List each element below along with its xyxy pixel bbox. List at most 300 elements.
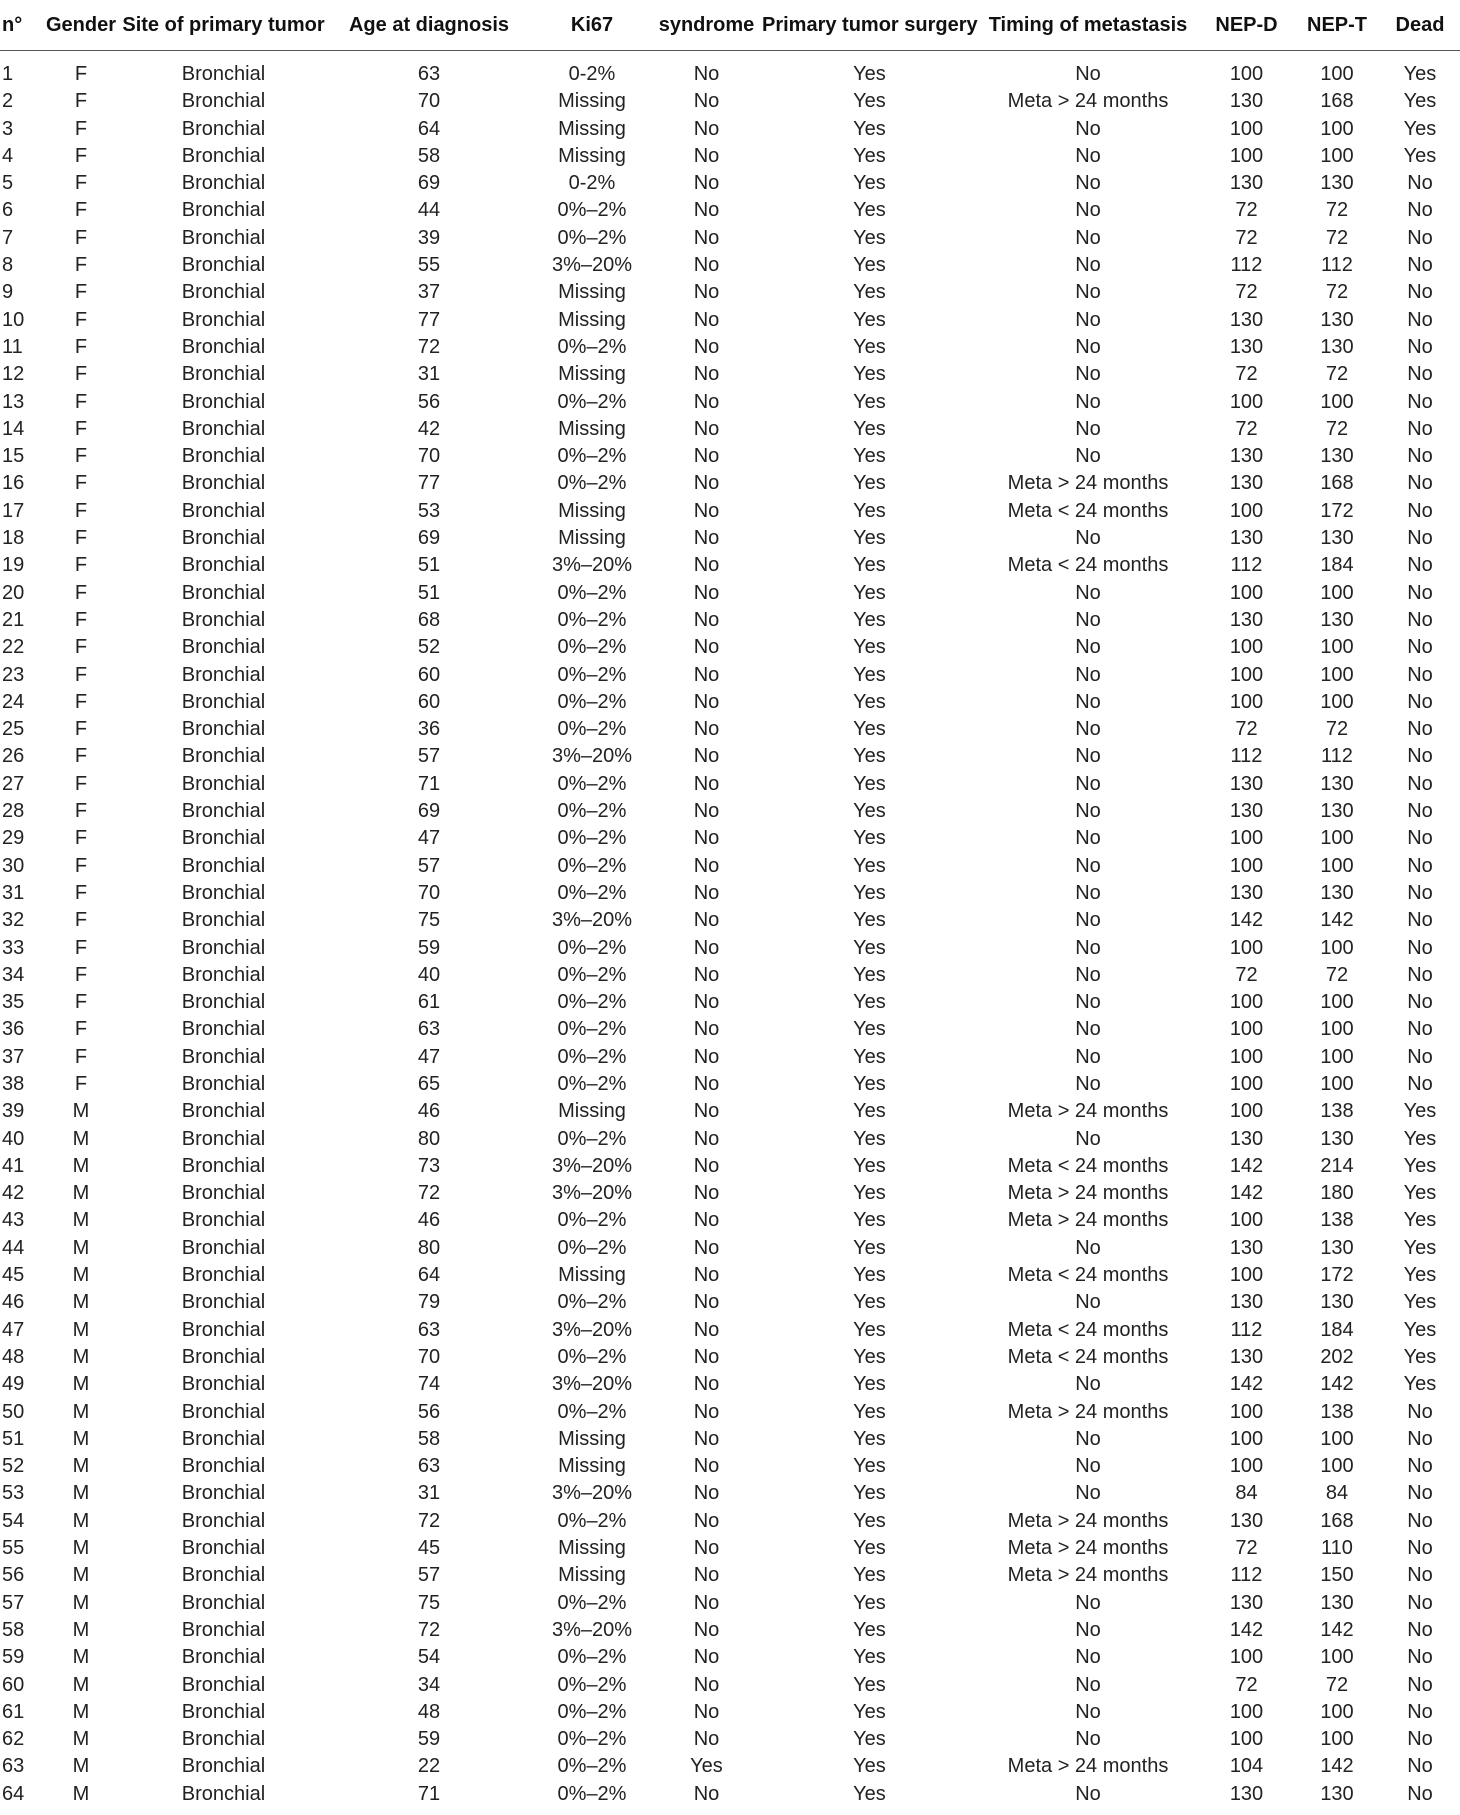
table-row [0,1044,1460,1071]
cell-surgery: Yes [853,1100,886,1123]
cell-nep-t: 130 [1320,172,1354,195]
cell-dead: Yes [1403,117,1437,140]
cell-number: 25 [2,718,25,741]
cell-number: 2 [2,90,14,113]
cell-nep-d: 100 [1229,499,1264,522]
cell-site: Bronchial [181,554,266,577]
table-row [0,853,1460,880]
cell-nep-d: 130 [1229,527,1264,550]
cell-metastasis: No [1075,254,1101,277]
cell-site: Bronchial [181,1291,266,1314]
cell-metastasis: No [1075,663,1101,686]
cell-syndrome: No [693,1100,720,1123]
cell-age: 51 [417,554,441,577]
cell-syndrome: No [693,1728,720,1751]
cell-gender: F [74,335,88,358]
cell-age: 56 [417,390,441,413]
cell-syndrome: No [693,1018,720,1041]
cell-number: 36 [2,1018,25,1041]
cell-surgery: Yes [853,1400,886,1423]
cell-age: 63 [417,1018,441,1041]
cell-age: 57 [417,745,441,768]
cell-metastasis: No [1075,144,1101,167]
cell-number: 19 [2,554,25,577]
cell-number: 34 [2,963,25,986]
cell-syndrome: No [693,254,720,277]
cell-ki67: 0%–2% [557,1728,627,1751]
cell-ki67: 0%–2% [557,1209,627,1232]
cell-number: 33 [2,936,25,959]
cell-syndrome: No [693,417,720,440]
cell-syndrome: No [693,335,720,358]
cell-age: 46 [417,1209,441,1232]
cell-number: 59 [2,1646,25,1669]
cell-ki67: 3%–20% [551,1373,633,1396]
cell-ki67: 0%–2% [557,335,627,358]
cell-syndrome: No [693,1318,720,1341]
cell-gender: M [72,1728,90,1751]
cell-metastasis: No [1075,1291,1101,1314]
cell-nep-d: 112 [1230,745,1263,768]
cell-ki67: Missing [558,90,626,113]
cell-site: Bronchial [181,1591,266,1614]
cell-nep-d: 142 [1229,1182,1264,1205]
table-row [0,1781,1460,1808]
cell-syndrome: No [693,800,720,823]
cell-nep-d: 130 [1229,1345,1264,1368]
cell-nep-t: 72 [1325,718,1349,741]
cell-nep-d: 100 [1229,1072,1264,1095]
cell-gender: F [74,499,88,522]
cell-metastasis: No [1075,390,1101,413]
cell-number: 51 [2,1427,25,1450]
cell-gender: F [74,117,88,140]
cell-nep-d: 130 [1229,472,1264,495]
cell-syndrome: No [693,1373,720,1396]
cell-nep-d: 72 [1235,718,1258,741]
cell-syndrome: No [693,1345,720,1368]
cell-ki67: 0%–2% [557,1591,627,1614]
cell-age: 63 [417,1318,441,1341]
cell-surgery: Yes [853,1537,886,1560]
cell-surgery: Yes [853,1591,886,1614]
cell-gender: M [72,1236,90,1259]
cell-nep-t: 142 [1320,909,1354,932]
cell-dead: Yes [1403,1236,1437,1259]
cell-metastasis: Meta > 24 months [1007,1209,1169,1232]
header-primary-tumor-surgery: Primary tumor surgery [762,0,977,51]
cell-age: 40 [417,963,441,986]
cell-syndrome: No [693,1782,720,1805]
cell-metastasis: No [1075,718,1101,741]
cell-ki67: 0%–2% [557,1673,627,1696]
cell-ki67: Missing [558,281,626,304]
cell-gender: M [72,1482,90,1505]
cell-nep-t: 130 [1320,308,1354,331]
cell-syndrome: No [693,1537,720,1560]
cell-ki67: 0%–2% [557,1400,627,1423]
table-row [0,416,1460,443]
cell-gender: M [72,1209,90,1232]
cell-age: 70 [417,445,441,468]
cell-gender: F [74,772,88,795]
cell-nep-t: 100 [1320,390,1354,413]
table-row [0,1098,1460,1125]
cell-gender: F [74,254,88,277]
cell-site: Bronchial [181,909,266,932]
cell-gender: F [74,963,88,986]
cell-syndrome: No [693,718,720,741]
cell-gender: M [72,1455,90,1478]
cell-syndrome: No [693,1646,720,1669]
cell-dead: Yes [1403,1127,1437,1150]
cell-ki67: 0%–2% [557,663,627,686]
cell-dead: No [1407,172,1433,195]
cell-nep-d: 104 [1229,1755,1264,1778]
cell-surgery: Yes [853,827,886,850]
cell-site: Bronchial [181,1345,266,1368]
cell-number: 3 [2,117,14,140]
cell-nep-d: 130 [1229,90,1264,113]
cell-nep-t: 100 [1320,1646,1354,1669]
cell-nep-t: 84 [1325,1482,1349,1505]
cell-nep-d: 142 [1229,1154,1264,1177]
cell-nep-d: 130 [1229,881,1264,904]
cell-site: Bronchial [181,1400,266,1423]
cell-syndrome: No [693,199,720,222]
cell-metastasis: No [1075,936,1101,959]
cell-age: 75 [417,909,441,932]
table-row [0,1317,1460,1344]
cell-ki67: 0%–2% [557,827,627,850]
cell-nep-d: 100 [1229,390,1264,413]
cell-nep-d: 142 [1229,1618,1264,1641]
cell-dead: No [1407,1455,1433,1478]
cell-number: 64 [2,1782,25,1805]
cell-age: 72 [417,1509,441,1532]
cell-nep-t: 100 [1320,1700,1354,1723]
cell-ki67: 0%–2% [557,581,627,604]
cell-nep-d: 130 [1229,172,1264,195]
cell-surgery: Yes [853,1236,886,1259]
cell-surgery: Yes [853,199,886,222]
cell-gender: F [74,718,88,741]
cell-dead: No [1407,363,1433,386]
table-row [0,798,1460,825]
cell-dead: No [1407,1673,1433,1696]
header-syndrome: syndrome [651,0,762,51]
cell-surgery: Yes [853,335,886,358]
cell-syndrome: No [693,363,720,386]
cell-syndrome: No [693,1455,720,1478]
table-row [0,361,1460,388]
cell-surgery: Yes [853,1755,886,1778]
cell-nep-t: 100 [1320,1427,1354,1450]
cell-metastasis: No [1075,1673,1101,1696]
cell-number: 49 [2,1373,25,1396]
cell-gender: F [74,800,88,823]
cell-syndrome: No [693,1236,720,1259]
cell-nep-d: 100 [1229,1100,1264,1123]
cell-dead: No [1407,499,1433,522]
table-row [0,88,1460,115]
cell-ki67: 0%–2% [557,1700,627,1723]
cell-site: Bronchial [181,1618,266,1641]
cell-site: Bronchial [181,1564,266,1587]
cell-surgery: Yes [853,1318,886,1341]
cell-syndrome: No [693,1209,720,1232]
cell-site: Bronchial [181,1072,266,1095]
table-row [0,1672,1460,1699]
cell-surgery: Yes [853,117,886,140]
table-row [0,1126,1460,1153]
cell-ki67: 0%–2% [557,690,627,713]
cell-number: 1 [2,63,14,85]
header-age-at-diagnosis: Age at diagnosis [325,0,533,51]
cell-metastasis: No [1075,527,1101,550]
cell-site: Bronchial [181,90,266,113]
cell-number: 54 [2,1509,25,1532]
cell-metastasis: No [1075,963,1101,986]
cell-syndrome: Yes [690,1755,723,1778]
cell-nep-t: 100 [1320,144,1354,167]
cell-metastasis: No [1075,800,1101,823]
cell-ki67: 3%–20% [551,254,633,277]
cell-ki67: 0%–2% [557,1755,627,1778]
cell-age: 52 [417,636,441,659]
cell-surgery: Yes [853,308,886,331]
cell-nep-d: 72 [1235,199,1258,222]
cell-ki67: 0%–2% [557,1646,627,1669]
cell-metastasis: Meta < 24 months [1007,554,1169,577]
table-row [0,1480,1460,1507]
cell-metastasis: No [1075,117,1101,140]
cell-age: 39 [417,226,441,249]
cell-surgery: Yes [853,581,886,604]
cell-nep-t: 72 [1325,199,1349,222]
cell-metastasis: Meta < 24 months [1007,499,1169,522]
cell-nep-d: 100 [1229,663,1264,686]
cell-dead: No [1407,527,1433,550]
cell-site: Bronchial [181,991,266,1014]
cell-syndrome: No [693,1564,720,1587]
cell-metastasis: No [1075,1018,1101,1041]
cell-age: 70 [417,881,441,904]
cell-ki67: Missing [558,1427,626,1450]
cell-age: 79 [417,1291,441,1314]
cell-dead: No [1407,254,1433,277]
cell-nep-d: 72 [1235,281,1258,304]
cell-nep-d: 130 [1229,445,1264,468]
cell-number: 18 [2,527,25,550]
cell-nep-d: 100 [1229,690,1264,713]
cell-number: 40 [2,1127,25,1150]
cell-age: 69 [417,527,441,550]
cell-metastasis: Meta < 24 months [1007,1345,1169,1368]
cell-dead: Yes [1403,1264,1437,1287]
table-row [0,1399,1460,1426]
cell-number: 50 [2,1400,25,1423]
cell-syndrome: No [693,499,720,522]
cell-age: 47 [417,827,441,850]
cell-nep-d: 100 [1229,1427,1264,1450]
cell-ki67: 0%–2% [557,226,627,249]
cell-syndrome: No [693,1673,720,1696]
cell-gender: M [72,1782,90,1805]
cell-syndrome: No [693,1618,720,1641]
cell-gender: M [72,1646,90,1669]
cell-number: 57 [2,1591,25,1614]
cell-site: Bronchial [181,445,266,468]
cell-nep-t: 110 [1321,1537,1353,1560]
cell-metastasis: No [1075,690,1101,713]
cell-surgery: Yes [853,1782,886,1805]
cell-ki67: 0%–2% [557,445,627,468]
cell-surgery: Yes [853,1564,886,1587]
cell-nep-t: 100 [1320,117,1354,140]
cell-syndrome: No [693,1700,720,1723]
cell-site: Bronchial [181,1728,266,1751]
cell-number: 53 [2,1482,25,1505]
cell-metastasis: No [1075,1700,1101,1723]
cell-surgery: Yes [853,745,886,768]
cell-nep-t: 112 [1321,254,1353,277]
cell-gender: F [74,172,88,195]
cell-metastasis: No [1075,63,1101,85]
cell-age: 68 [417,608,441,631]
cell-nep-t: 72 [1325,417,1349,440]
cell-gender: F [74,690,88,713]
cell-dead: No [1407,1482,1433,1505]
cell-surgery: Yes [853,1127,886,1150]
cell-gender: F [74,1018,88,1041]
cell-surgery: Yes [853,800,886,823]
cell-nep-d: 112 [1230,254,1263,277]
cell-nep-d: 130 [1229,1291,1264,1314]
cell-gender: F [74,636,88,659]
cell-gender: F [74,827,88,850]
cell-dead: No [1407,936,1433,959]
cell-site: Bronchial [181,1537,266,1560]
cell-metastasis: No [1075,1045,1101,1068]
cell-nep-t: 100 [1320,991,1354,1014]
cell-dead: Yes [1403,1154,1437,1177]
cell-number: 14 [2,417,25,440]
cell-nep-t: 130 [1320,445,1354,468]
cell-gender: F [74,226,88,249]
table-row [0,1590,1460,1617]
cell-nep-d: 100 [1229,1264,1264,1287]
table-row [0,552,1460,579]
cell-ki67: Missing [558,1100,626,1123]
cell-gender: F [74,472,88,495]
cell-number: 23 [2,663,25,686]
cell-age: 72 [417,335,441,358]
cell-surgery: Yes [853,1509,886,1532]
cell-age: 70 [417,90,441,113]
cell-gender: M [72,1318,90,1341]
cell-nep-d: 72 [1235,963,1258,986]
table-row [0,825,1460,852]
cell-dead: No [1407,554,1433,577]
cell-metastasis: No [1075,363,1101,386]
table-row [0,907,1460,934]
cell-site: Bronchial [181,800,266,823]
cell-nep-t: 168 [1320,90,1354,113]
cell-number: 39 [2,1100,25,1123]
cell-metastasis: No [1075,827,1101,850]
cell-site: Bronchial [181,1318,266,1341]
table-row [0,1699,1460,1726]
cell-gender: F [74,1072,88,1095]
cell-age: 44 [417,199,441,222]
table-header [0,0,1460,51]
cell-metastasis: Meta > 24 months [1007,1755,1169,1778]
cell-site: Bronchial [181,1455,266,1478]
cell-surgery: Yes [853,1182,886,1205]
cell-metastasis: No [1075,581,1101,604]
cell-site: Bronchial [181,417,266,440]
cell-dead: No [1407,1618,1433,1641]
cell-syndrome: No [693,281,720,304]
table-row [0,771,1460,798]
cell-dead: No [1407,226,1433,249]
cell-dead: No [1407,1045,1433,1068]
cell-syndrome: No [693,390,720,413]
cell-ki67: 3%–20% [551,1154,633,1177]
cell-gender: F [74,1045,88,1068]
cell-dead: No [1407,854,1433,877]
cell-site: Bronchial [181,827,266,850]
cell-metastasis: No [1075,636,1101,659]
cell-metastasis: No [1075,335,1101,358]
header-nep-d: NEP-D [1199,0,1294,51]
cell-dead: No [1407,636,1433,659]
cell-dead: No [1407,718,1433,741]
cell-surgery: Yes [853,1700,886,1723]
cell-ki67: 3%–20% [551,1482,633,1505]
cell-nep-t: 72 [1325,1673,1349,1696]
cell-number: 45 [2,1264,25,1287]
cell-ki67: Missing [558,417,626,440]
cell-surgery: Yes [853,1482,886,1505]
cell-number: 48 [2,1345,25,1368]
table-row [0,1071,1460,1098]
cell-surgery: Yes [853,663,886,686]
cell-nep-d: 112 [1230,1318,1263,1341]
cell-site: Bronchial [181,308,266,331]
cell-surgery: Yes [853,144,886,167]
cell-site: Bronchial [181,1264,266,1287]
cell-nep-t: 142 [1320,1618,1354,1641]
cell-site: Bronchial [181,1509,266,1532]
cell-surgery: Yes [853,690,886,713]
cell-site: Bronchial [181,1427,266,1450]
cell-nep-t: 168 [1320,1509,1354,1532]
cell-dead: No [1407,745,1433,768]
cell-surgery: Yes [853,909,886,932]
cell-dead: No [1407,909,1433,932]
cell-surgery: Yes [853,499,886,522]
cell-number: 55 [2,1537,25,1560]
cell-age: 34 [417,1673,441,1696]
table-row [0,662,1460,689]
cell-syndrome: No [693,991,720,1014]
cell-nep-d: 100 [1229,144,1264,167]
table-row [0,1289,1460,1316]
cell-age: 53 [417,499,441,522]
cell-age: 63 [417,63,441,85]
